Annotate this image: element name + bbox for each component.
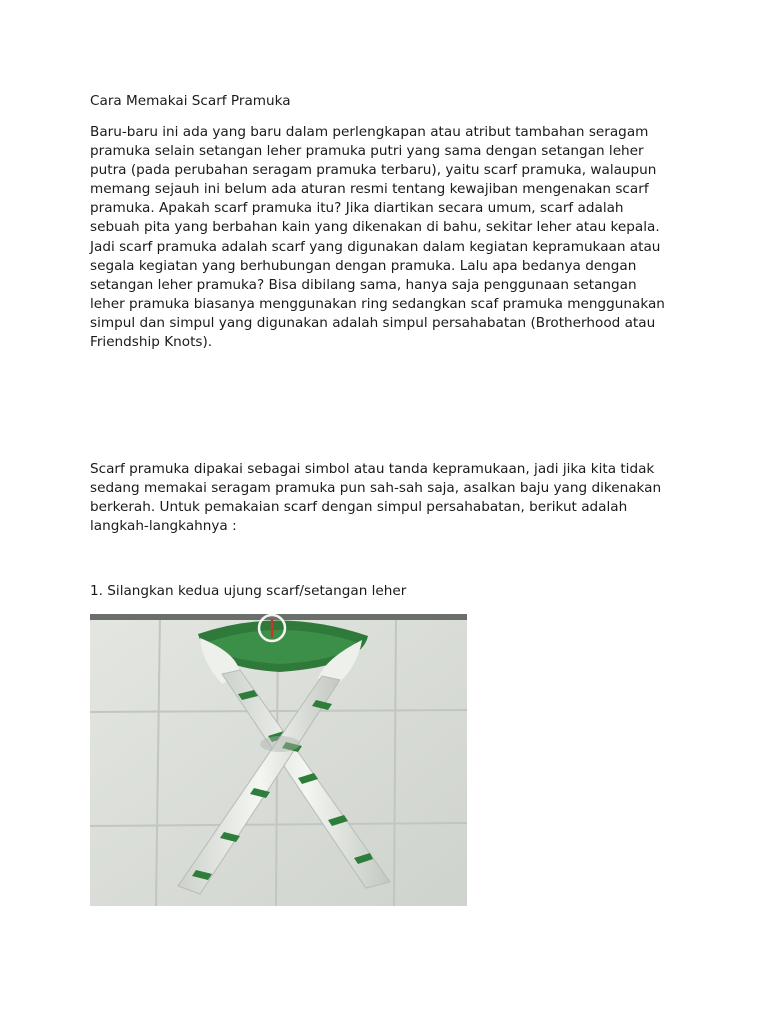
usage-paragraph: Scarf pramuka dipakai sebagai simbol atau tanda kepramukaan, jadi jika kita tidak sedang memakai seragam pramuka pun sah-sah saja, asalkan baju yang dikenakan berkerah. Untuk pemakaian scarf dengan simpul persahabatan, berikut adalah langkah-langkahnya : [90,461,662,535]
crossed-scarf-photo [90,614,467,906]
step-1-text: 1. Silangkan kedua ujung scarf/setangan leher [90,583,407,599]
intro-paragraph: Baru-baru ini ada yang baru dalam perlengkapan atau atribut tambahan seragam pramuka selain setangan leher pramuka putri yang sama dengan setangan leher putra (pada perubahan seragam pramuka terbaru), yaitu scarf pramuka, walaupun memang sejauh ini belum ada aturan resmi tentang kewajiban mengenakan scarf pramuka. Apakah scarf pramuka itu? Jika diartikan secara umum, scarf adalah sebuah pita yang berbahan kain yang dikenakan di bahu, sekitar leher atau kepala. Jadi scarf pramuka adalah scarf yang digunakan dalam kegiatan kepramukaan atau segala kegiatan yang berhubungan dengan pramuka. Lalu apa bedanya dengan setangan leher pramuka? Bisa dibilang sama, hanya saja penggunaan setangan leher pramuka biasanya menggunakan ring sedangkan scaf pramuka menggunakan simpul dan simpul yang digunakan adalah simpul persahabatan (Brotherhood atau Friendship Knots). [90,124,665,351]
document-title: Cara Memakai Scarf Pramuka [90,93,291,109]
